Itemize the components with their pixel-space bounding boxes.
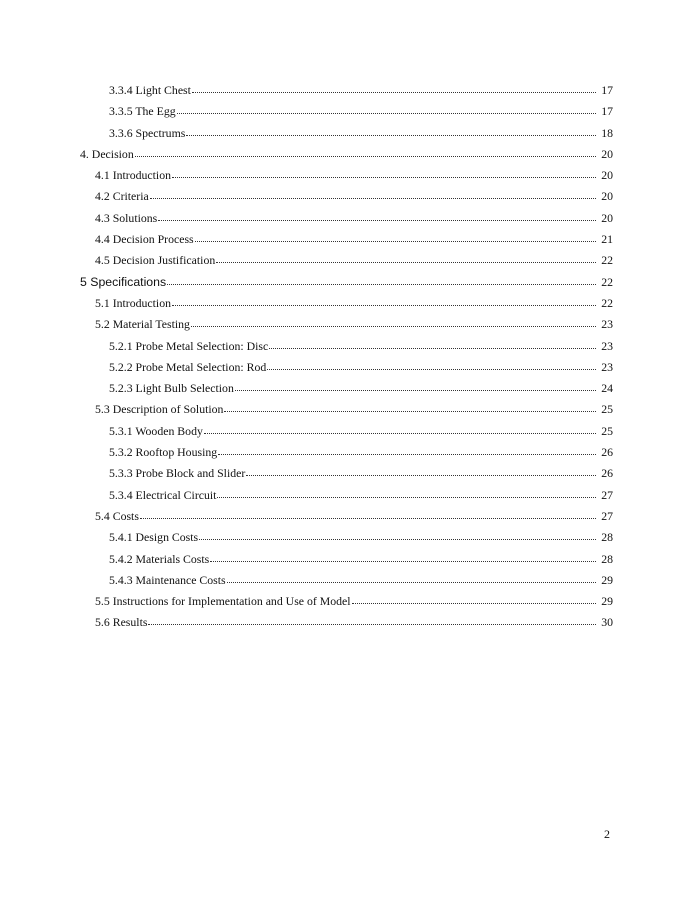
toc-dot-leader: [148, 614, 596, 626]
toc-entry-page: 28: [601, 530, 613, 545]
toc-dot-leader: [352, 593, 596, 605]
toc-entry-title: 5.2.1 Probe Metal Selection: Disc: [109, 338, 269, 353]
toc-entry-title: 3.3.6 Spectrums: [109, 125, 186, 140]
toc-entry-page: 17: [601, 83, 613, 97]
toc-dot-leader: [224, 401, 596, 413]
table-of-contents: [80, 80, 613, 634]
toc-entry-page: 29: [601, 572, 613, 587]
toc-entry[interactable]: [80, 421, 613, 442]
toc-dot-leader: [140, 508, 596, 520]
toc-dot-leader: [150, 188, 596, 200]
toc-entry[interactable]: [80, 229, 613, 250]
toc-entry[interactable]: [80, 612, 613, 633]
toc-entry[interactable]: [80, 442, 613, 463]
toc-entry-page: 22: [601, 253, 613, 268]
toc-dot-leader: [186, 125, 596, 137]
toc-entry[interactable]: [80, 123, 613, 144]
toc-entry-title: 4.4 Decision Process: [95, 232, 194, 247]
toc-entry-title: 4. Decision: [80, 146, 134, 161]
toc-entry[interactable]: [80, 80, 613, 101]
toc-entry-title: 5.3 Description of Solution: [95, 402, 224, 417]
toc-entry-title: 5.2 Material Testing: [95, 317, 190, 332]
toc-dot-leader: [195, 231, 596, 243]
toc-entry-page: 22: [601, 274, 613, 289]
toc-dot-leader: [269, 338, 596, 350]
toc-dot-leader: [217, 487, 596, 499]
toc-entry-page: 24: [601, 381, 613, 396]
toc-dot-leader: [172, 167, 596, 179]
toc-entry-title: 5.4.3 Maintenance Costs: [109, 572, 226, 587]
toc-entry-title: 5.3.3 Probe Block and Slider: [109, 466, 246, 481]
toc-entry-page: 23: [601, 338, 613, 353]
toc-dot-leader: [218, 444, 596, 456]
toc-dot-leader: [210, 551, 596, 563]
toc-entry[interactable]: [80, 357, 613, 378]
toc-entry-page: 20: [601, 146, 613, 161]
toc-entry-title: 3.3.4 Light Chest: [109, 83, 191, 97]
toc-entry-title: 5 Specifications: [80, 274, 167, 289]
toc-dot-leader: [235, 380, 596, 392]
toc-entry-page: 30: [601, 615, 613, 630]
toc-dot-leader: [191, 316, 596, 328]
toc-entry-page: 17: [601, 104, 613, 119]
toc-entry-title: 4.2 Criteria: [95, 189, 149, 204]
toc-entry-page: 26: [601, 466, 613, 481]
toc-dot-leader: [199, 529, 596, 541]
toc-entry[interactable]: [80, 293, 613, 314]
toc-entry-title: 4.1 Introduction: [95, 168, 172, 183]
toc-entry[interactable]: [80, 399, 613, 420]
toc-entry-page: 25: [601, 423, 613, 438]
toc-entry-page: 22: [601, 295, 613, 310]
toc-entry-title: 5.4 Costs: [95, 508, 139, 523]
toc-dot-leader: [135, 146, 596, 158]
toc-entry-page: 20: [601, 189, 613, 204]
toc-entry-page: 20: [601, 210, 613, 225]
toc-entry[interactable]: [80, 101, 613, 122]
toc-entry-title: 5.3.4 Electrical Circuit: [109, 487, 217, 502]
toc-dot-leader: [158, 210, 596, 222]
toc-entry-page: 23: [601, 359, 613, 374]
toc-entry[interactable]: [80, 591, 613, 612]
toc-entry-title: 5.2.2 Probe Metal Selection: Rod: [109, 359, 267, 374]
toc-entry-page: 21: [601, 232, 613, 247]
toc-entry-title: 5.3.2 Rooftop Housing: [109, 445, 218, 460]
toc-entry[interactable]: [80, 506, 613, 527]
toc-entry[interactable]: [80, 485, 613, 506]
toc-entry-title: 5.1 Introduction: [95, 295, 172, 310]
toc-entry-page: 29: [601, 594, 613, 609]
toc-entry-title: 5.4.2 Materials Costs: [109, 551, 210, 566]
toc-entry[interactable]: [80, 144, 613, 165]
toc-entry-title: 3.3.5 The Egg: [109, 104, 176, 119]
toc-entry-page: 27: [601, 487, 613, 502]
toc-entry[interactable]: [80, 272, 613, 293]
toc-entry[interactable]: [80, 549, 613, 570]
toc-dot-leader: [246, 465, 596, 477]
toc-dot-leader: [267, 359, 596, 371]
toc-dot-leader: [204, 423, 596, 435]
toc-entry-title: 5.2.3 Light Bulb Selection: [109, 381, 234, 396]
toc-entry-page: 23: [601, 317, 613, 332]
toc-entry-page: 25: [601, 402, 613, 417]
toc-entry-title: 5.6 Results: [95, 615, 148, 630]
toc-entry-title: 4.5 Decision Justification: [95, 253, 216, 268]
toc-entry-title: 5.5 Instructions for Implementation and Use of Model: [95, 594, 351, 609]
toc-entry[interactable]: [80, 336, 613, 357]
toc-entry[interactable]: [80, 463, 613, 484]
toc-dot-leader: [177, 103, 596, 115]
toc-entry[interactable]: [80, 527, 613, 548]
toc-dot-leader: [227, 572, 596, 584]
toc-entry[interactable]: [80, 378, 613, 399]
toc-entry[interactable]: [80, 208, 613, 229]
toc-entry[interactable]: [80, 186, 613, 207]
toc-entry-title: 4.3 Solutions: [95, 210, 158, 225]
toc-entry-title: 5.3.1 Wooden Body: [109, 423, 203, 438]
toc-entry-page: 18: [601, 125, 613, 140]
page-number: 2: [604, 827, 610, 841]
toc-entry-page: 20: [601, 168, 613, 183]
toc-entry-page: 27: [601, 508, 613, 523]
toc-entry[interactable]: [80, 314, 613, 335]
toc-dot-leader: [192, 82, 596, 94]
toc-entry-page: 28: [601, 551, 613, 566]
toc-entry[interactable]: [80, 570, 613, 591]
toc-entry[interactable]: [80, 165, 613, 186]
toc-dot-leader: [216, 252, 596, 264]
toc-entry[interactable]: [80, 250, 613, 271]
toc-entry-page: 26: [601, 445, 613, 460]
toc-dot-leader: [172, 295, 596, 307]
toc-dot-leader: [167, 274, 596, 286]
toc-entry-title: 5.4.1 Design Costs: [109, 530, 199, 545]
